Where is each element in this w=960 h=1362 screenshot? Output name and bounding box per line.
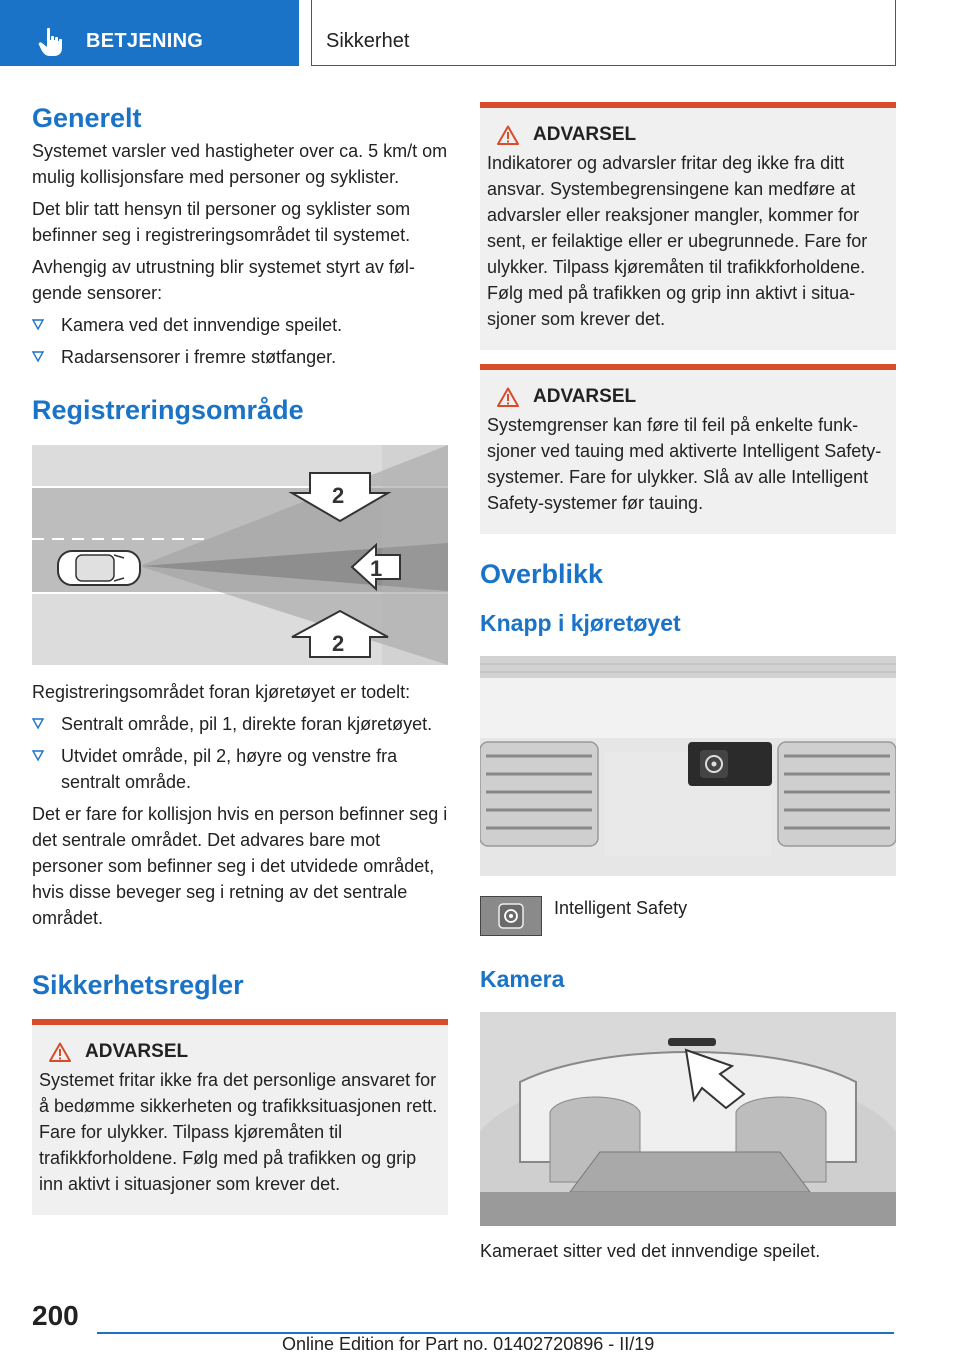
warning-header	[39, 1041, 440, 1063]
warning-triangle-icon	[497, 125, 519, 145]
chapter-tab[interactable]	[0, 0, 299, 66]
list-item	[32, 312, 448, 338]
heading-generelt: Generelt	[32, 103, 142, 133]
detection-zone-figure	[32, 445, 448, 665]
paragraph: Avhengig av utrustning blir systemet styrt av følgende sensorer:	[32, 257, 415, 304]
list-item-text: Utvidet område, pil 2, høyre og venstre fra sentralt område.	[61, 745, 398, 792]
warning-triangle-icon	[497, 387, 519, 407]
air-vent-left	[480, 742, 598, 846]
figure-label: 2	[332, 630, 345, 656]
list-item-text: Sentralt område, pil 1, direkte foran kjøretøyet.	[61, 713, 433, 734]
bullet-triangle-icon	[32, 351, 44, 362]
warning-text: Systemet fritar ikke fra det personlige ansvaret for å bedømme sikkerheten og trafikksituasjonen rett. Fare for ulykker. Tilpass kjøremåten til trafikkforholdene. Følg med på trafikken og grip inn aktivt i situasjoner som krever det.	[39, 1070, 438, 1195]
warning-box	[480, 364, 896, 534]
icon-label: Intelligent Safety	[554, 897, 688, 918]
footer-edition: Online Edition for Part no. 01402720896 - II/19	[282, 1334, 655, 1354]
figure-label: 2	[332, 482, 345, 508]
section-title: Sikkerhet	[326, 30, 410, 52]
warning-box	[480, 102, 896, 350]
air-vent-right	[778, 742, 896, 846]
warning-label: ADVARSEL	[85, 1041, 189, 1063]
warning-box	[32, 1019, 448, 1215]
sensor-list	[32, 312, 448, 370]
heading-registreringsomrade: Registreringsområde	[32, 395, 304, 426]
warning-label: ADVARSEL	[533, 124, 637, 145]
paragraph: Det blir tatt hensyn til personer og syklister som befinner seg i registreringsområdet til systemet.	[32, 199, 411, 246]
warning-header	[487, 124, 888, 146]
intelligent-safety-icon	[480, 896, 542, 936]
car-illustration	[58, 551, 140, 585]
paragraph: Systemet varsler ved hastigheter over ca. 5 km/t om mulig kollisjonsfare med personer og syklister.	[32, 141, 448, 188]
warning-header	[487, 386, 888, 408]
camera-caption: Kameraet sitter ved det innvendige speilet.	[480, 1240, 821, 1261]
list-item	[32, 743, 448, 795]
heading-overblikk: Overblikk	[480, 559, 604, 589]
figure-label: 1	[370, 555, 383, 581]
heading-knapp-i-kjoretoyet: Knapp i kjøretøyet	[480, 610, 681, 637]
warning-text: Indikatorer og advarsler fritar deg ikke fra ditt ansvar. Systembegrensingene kan medføre at advarsler eller reaksjoner mangler, kommer for sent, er feilaktige eller er ubegrunnede. Fare for ulykker. Tilpass kjøremåten til trafikkforholdene. Følg med på trafikken og grip inn aktivt i situasjoner som krever det.	[487, 153, 868, 329]
list-item	[32, 711, 448, 737]
warning-label: ADVARSEL	[533, 386, 637, 407]
camera-location-photo	[480, 1012, 896, 1226]
warning-text: Systemgrenser kan føre til feil på enkelte funksjoner ved tauing med aktiverte Intelligent Safety-systemer. Fare for ulykker. Slå av alle Intelligent Safety-systemer før tauing.	[487, 415, 882, 513]
heading-kamera: Kamera	[480, 965, 565, 992]
left-column	[32, 102, 448, 1215]
list-item-text: Kamera ved det innvendige speilet.	[61, 315, 343, 336]
bullet-triangle-icon	[32, 319, 44, 330]
list-item-text: Radarsensorer i fremre støtfanger.	[61, 347, 337, 368]
warning-triangle-icon	[49, 1042, 71, 1062]
paragraph: Registreringsområdet foran kjøretøyet er todelt:	[32, 681, 411, 702]
list-item	[32, 344, 448, 370]
bullet-triangle-icon	[32, 750, 44, 761]
intelligent-safety-button	[688, 742, 772, 786]
bullet-triangle-icon	[32, 718, 44, 729]
area-list	[32, 711, 448, 795]
section-header	[311, 0, 896, 66]
hand-pointer-icon	[38, 27, 64, 57]
dashboard-button-photo	[480, 656, 896, 876]
paragraph: Det er fare for kollisjon hvis en person befinner seg i det sentrale området. Det advares bare mot personer som befinner seg i det utvidede området, hvis disse beveger seg i retning av det sentrale området.	[32, 803, 448, 928]
icon-legend	[480, 896, 896, 936]
chapter-tab-label: BETJENING	[86, 30, 204, 52]
heading-sikkerhetsregler: Sikkerhetsregler	[32, 969, 244, 1000]
right-column	[480, 102, 896, 1264]
page-number: 200	[32, 1300, 79, 1331]
